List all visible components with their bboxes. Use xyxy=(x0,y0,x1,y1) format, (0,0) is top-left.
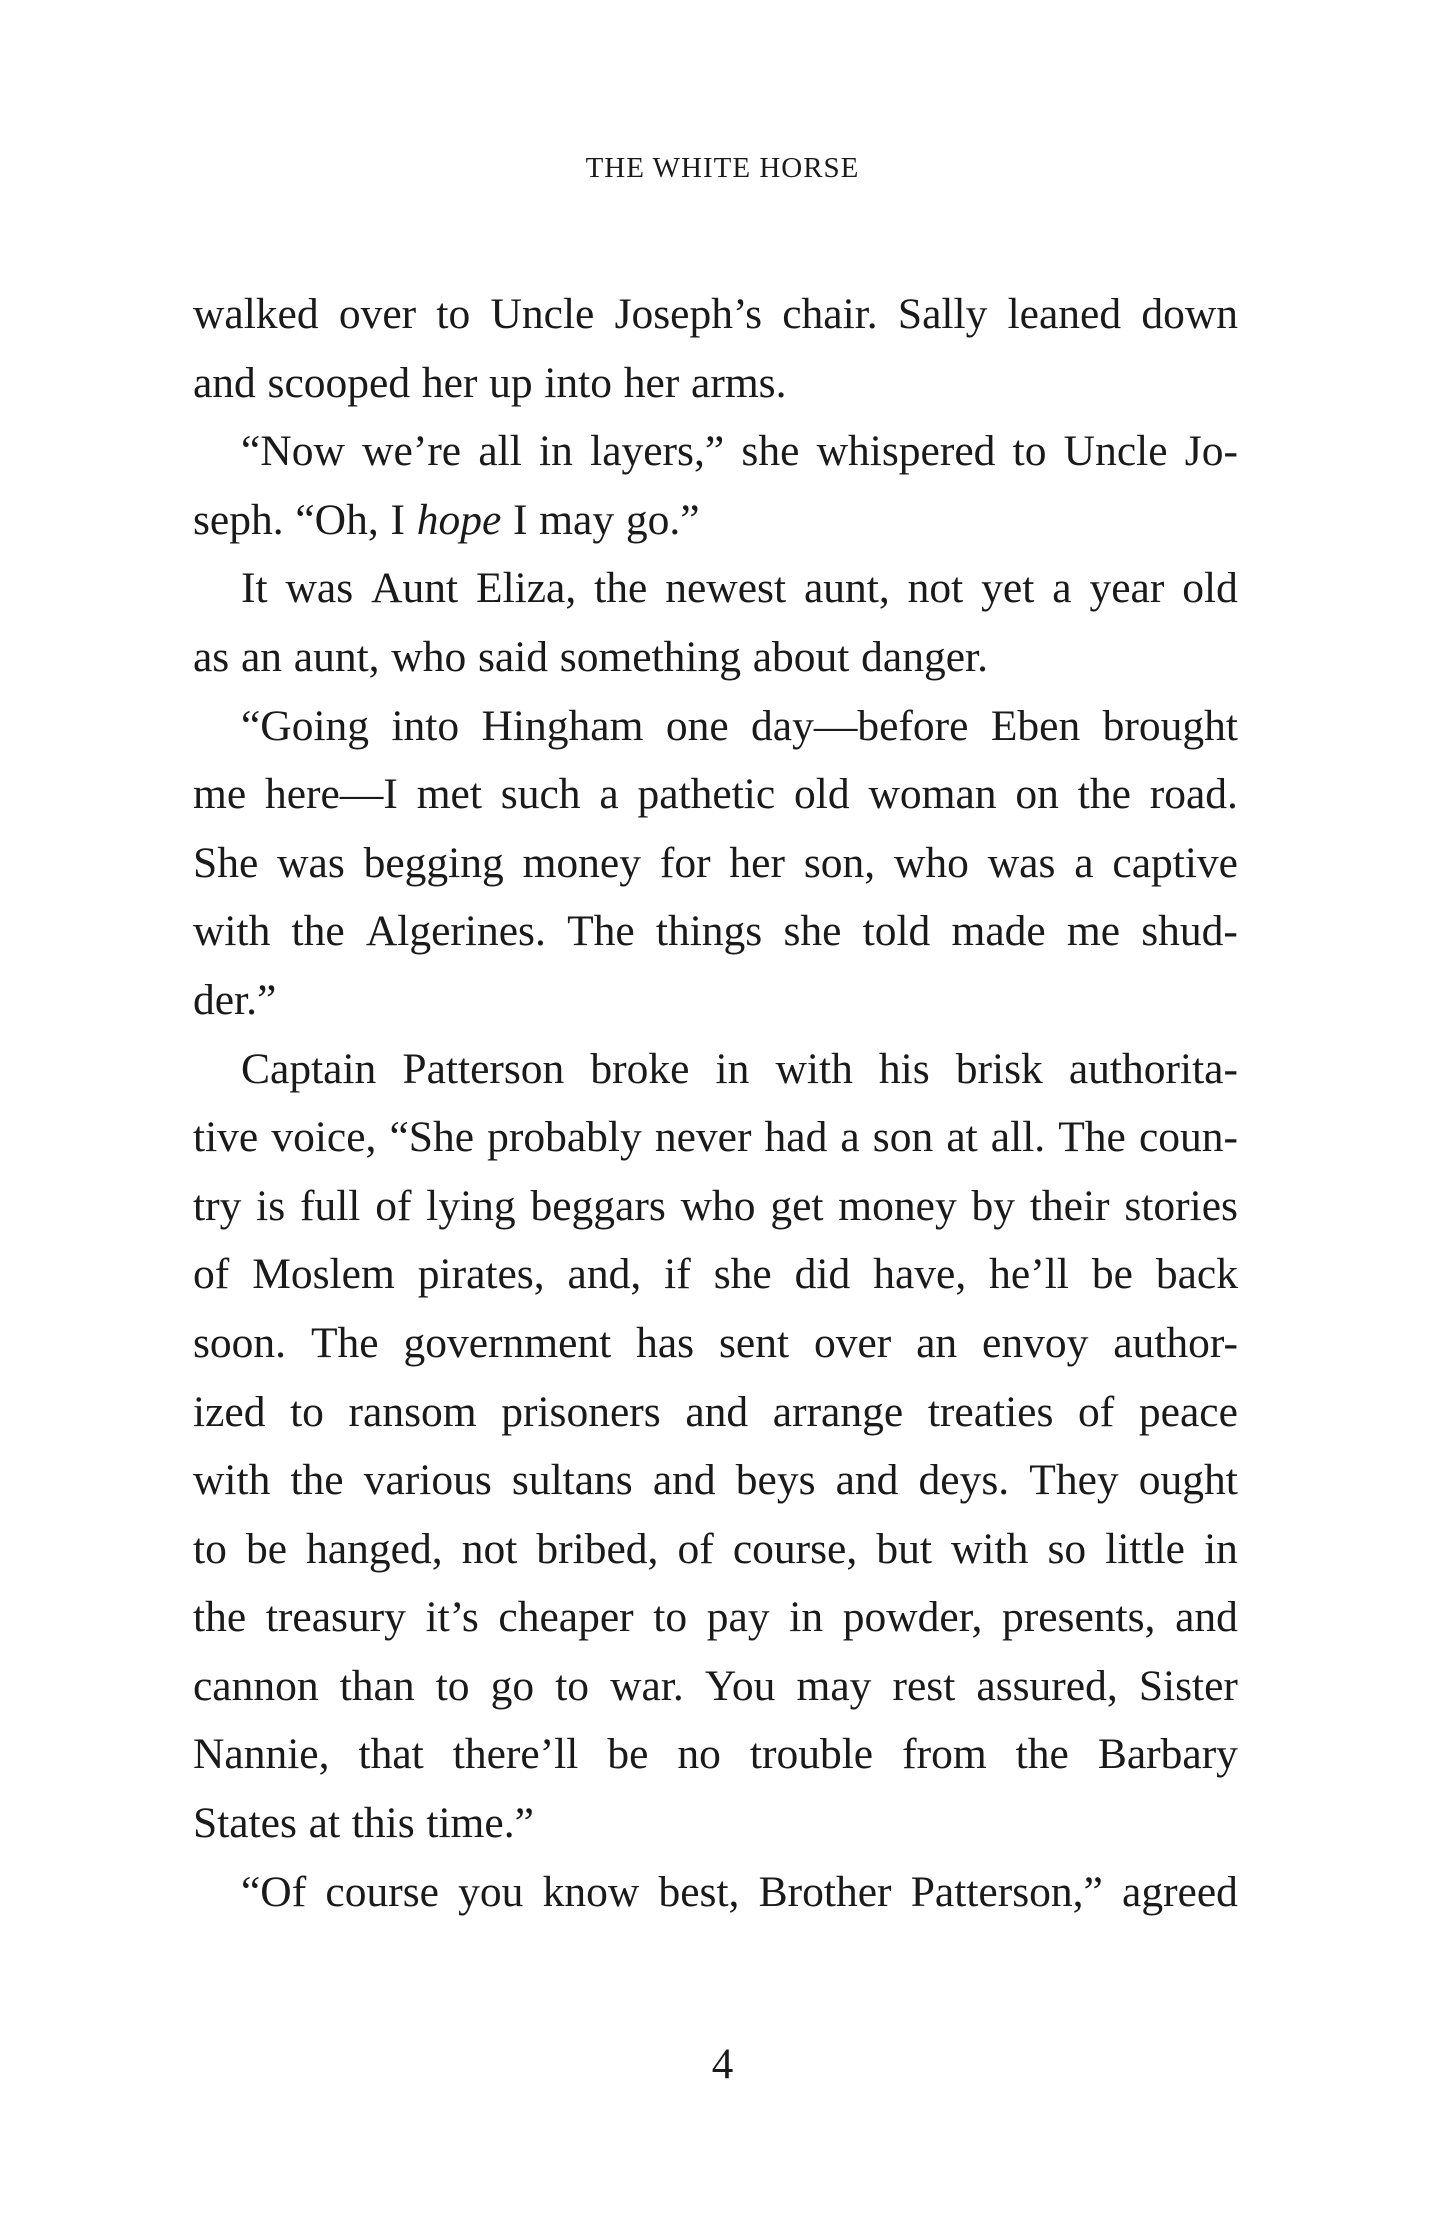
word: son xyxy=(872,1113,934,1162)
word: and xyxy=(685,1387,749,1436)
word: not xyxy=(907,564,964,613)
word: and xyxy=(835,1456,899,1505)
text-line xyxy=(193,1172,1238,1241)
word: son, xyxy=(803,838,876,887)
word: all xyxy=(478,427,522,476)
word: ought xyxy=(1138,1456,1238,1505)
word: “Now xyxy=(241,427,345,476)
text-line xyxy=(193,760,1238,829)
word: down xyxy=(1141,290,1238,338)
word: little xyxy=(1105,1524,1185,1573)
word: to xyxy=(290,1387,324,1436)
word: seph. xyxy=(193,495,284,544)
word: sent xyxy=(718,1318,790,1367)
word: an xyxy=(240,632,283,681)
word: Eben xyxy=(990,701,1081,750)
word: brisk xyxy=(955,1044,1043,1093)
word: there’ll xyxy=(452,1730,579,1779)
word: at xyxy=(946,1113,978,1162)
word: I xyxy=(512,495,528,544)
word: an xyxy=(916,1318,958,1367)
word: day—before xyxy=(751,701,969,750)
running-head: THE WHITE HORSE xyxy=(585,152,860,184)
text-line xyxy=(193,554,1238,623)
word: best, xyxy=(658,1867,740,1916)
text-line xyxy=(193,1103,1238,1172)
text-line xyxy=(193,1858,1238,1927)
word: the xyxy=(1077,770,1131,819)
word: full xyxy=(299,1181,361,1230)
word: in xyxy=(539,427,573,476)
word: it’s xyxy=(425,1593,479,1642)
word: Sally xyxy=(897,290,988,338)
word: year xyxy=(1089,564,1165,613)
word: said xyxy=(477,632,549,681)
word: a xyxy=(1074,838,1094,887)
word: scooped xyxy=(267,358,411,407)
word: States xyxy=(193,1799,297,1848)
word: money xyxy=(522,838,641,887)
word: treaties xyxy=(927,1387,1054,1436)
word: Joseph’s xyxy=(614,290,763,338)
word: deys. xyxy=(918,1456,1010,1505)
word: she xyxy=(713,1250,772,1299)
word: try xyxy=(193,1181,242,1230)
word: Captain xyxy=(241,1044,377,1093)
word: shud- xyxy=(1141,907,1238,956)
word: Jo- xyxy=(1184,427,1238,476)
word: broke xyxy=(590,1044,690,1093)
word: her xyxy=(729,838,785,887)
word: and xyxy=(193,358,256,407)
word: begging xyxy=(363,838,504,887)
word: Eliza, xyxy=(476,564,577,613)
text-line xyxy=(193,897,1238,966)
word: treasury xyxy=(265,1593,406,1642)
word: lying xyxy=(426,1181,516,1230)
word: The xyxy=(310,1318,379,1367)
word: has xyxy=(636,1318,695,1367)
word: danger. xyxy=(861,632,988,681)
word: to xyxy=(435,1661,470,1710)
word: pathetic xyxy=(637,770,776,819)
word: no xyxy=(677,1730,721,1779)
word: with xyxy=(951,1524,1029,1573)
word: her xyxy=(421,358,478,407)
word: arms. xyxy=(691,358,787,407)
word: know xyxy=(542,1867,640,1916)
word: from xyxy=(902,1730,987,1779)
word: was xyxy=(987,838,1056,887)
word: “She xyxy=(389,1113,475,1162)
word: not xyxy=(461,1524,518,1573)
word: at xyxy=(308,1799,341,1848)
word: had xyxy=(764,1113,828,1162)
word: made xyxy=(951,907,1046,956)
word: and, xyxy=(567,1250,642,1299)
word: money xyxy=(838,1181,957,1230)
word: old xyxy=(1182,564,1238,613)
word: told xyxy=(862,907,931,956)
word: time.” xyxy=(426,1799,534,1848)
word: in xyxy=(1204,1524,1238,1573)
word: of xyxy=(375,1181,412,1230)
text-line xyxy=(193,623,1238,692)
word: go.” xyxy=(625,495,700,544)
word: hope xyxy=(416,495,502,544)
word: She xyxy=(193,838,259,887)
word: and xyxy=(1175,1593,1238,1642)
word: pirates, xyxy=(417,1250,545,1299)
word: assured, xyxy=(976,1661,1118,1710)
word: course xyxy=(325,1867,439,1916)
word: of xyxy=(1078,1387,1115,1436)
word: a xyxy=(599,770,619,819)
word: but xyxy=(876,1524,932,1573)
word: about xyxy=(752,632,850,681)
word: the xyxy=(291,907,345,956)
word: It xyxy=(241,564,268,613)
word: have, xyxy=(873,1250,967,1299)
word: may xyxy=(796,1661,872,1710)
body-text xyxy=(193,280,1238,1926)
word: so xyxy=(1047,1524,1087,1573)
word: we’re xyxy=(362,427,462,476)
word: soon. xyxy=(193,1318,287,1367)
word: and xyxy=(652,1456,716,1505)
word: of xyxy=(193,1250,230,1299)
word: Hingham xyxy=(481,701,644,750)
word: tive xyxy=(193,1113,259,1162)
word: is xyxy=(256,1181,286,1230)
word: author- xyxy=(1113,1318,1238,1367)
word: to xyxy=(436,290,471,338)
word: authorita- xyxy=(1068,1044,1238,1093)
word: Patterson xyxy=(402,1044,565,1093)
word: Algerines. xyxy=(365,907,546,956)
word: trouble xyxy=(749,1730,874,1779)
word: may xyxy=(539,495,615,544)
word: the xyxy=(193,1593,247,1642)
word: aunt, xyxy=(803,564,890,613)
text-line xyxy=(193,1720,1238,1789)
word: powder, xyxy=(842,1593,983,1642)
word: the xyxy=(1015,1730,1069,1779)
word: be xyxy=(1091,1250,1133,1299)
word: der.” xyxy=(193,975,277,1024)
word: she xyxy=(783,907,842,956)
page-number: 4 xyxy=(711,2041,734,2088)
word: one xyxy=(665,701,729,750)
word: a xyxy=(1052,564,1072,613)
word: over xyxy=(813,1318,892,1367)
word: the xyxy=(290,1456,344,1505)
word: Brother xyxy=(758,1867,892,1916)
word: government xyxy=(403,1318,612,1367)
word: ransom xyxy=(348,1387,477,1436)
word: Barbary xyxy=(1097,1730,1238,1779)
word: ized xyxy=(193,1387,266,1436)
word: various xyxy=(363,1456,492,1505)
word: met xyxy=(416,770,482,819)
word: never xyxy=(654,1113,752,1162)
text-line xyxy=(193,349,1238,418)
word: Aunt xyxy=(371,564,459,613)
word: presents, xyxy=(1002,1593,1156,1642)
word: she xyxy=(741,427,800,476)
text-line xyxy=(193,1035,1238,1104)
word: that xyxy=(358,1730,424,1779)
word: back xyxy=(1155,1250,1238,1299)
word: cheaper xyxy=(498,1593,634,1642)
word: envoy xyxy=(982,1318,1089,1367)
word: Sister xyxy=(1138,1661,1238,1710)
word: layers,” xyxy=(590,427,725,476)
word: “Of xyxy=(241,1867,307,1916)
word: was xyxy=(285,564,354,613)
word: walked xyxy=(193,290,319,338)
word: things xyxy=(655,907,763,956)
word: in xyxy=(789,1593,824,1642)
word: this xyxy=(351,1799,415,1848)
word: pay xyxy=(706,1593,770,1642)
word: The xyxy=(1058,1113,1126,1162)
word: agreed xyxy=(1122,1867,1238,1916)
text-line xyxy=(193,966,1238,1035)
word: you xyxy=(458,1867,524,1916)
word: here—I xyxy=(265,770,398,819)
text-line xyxy=(193,486,1238,555)
word: who xyxy=(391,632,467,681)
word: than xyxy=(339,1661,415,1710)
word: all. xyxy=(990,1113,1046,1162)
word: into xyxy=(544,358,613,407)
word: chair. xyxy=(782,290,878,338)
word: Moslem xyxy=(252,1250,395,1299)
word: Nannie, xyxy=(193,1730,330,1779)
word: the xyxy=(594,564,648,613)
word: beggars xyxy=(530,1181,666,1230)
word: with xyxy=(775,1044,853,1093)
word: a xyxy=(840,1113,860,1162)
word: beys xyxy=(735,1456,816,1505)
word: whispered xyxy=(816,427,996,476)
word: sultans xyxy=(511,1456,633,1505)
word: over xyxy=(338,290,417,338)
word: I xyxy=(390,495,405,544)
word: cannon xyxy=(193,1661,319,1710)
word: who xyxy=(680,1181,756,1230)
text-line xyxy=(193,829,1238,898)
word: peace xyxy=(1138,1387,1238,1436)
word: as xyxy=(193,632,230,681)
text-line xyxy=(193,280,1238,349)
word: me xyxy=(1066,907,1121,956)
word: be xyxy=(245,1524,287,1573)
word: brought xyxy=(1102,701,1238,750)
word: me xyxy=(193,770,247,819)
text-line xyxy=(193,1583,1238,1652)
text-line xyxy=(193,1240,1238,1309)
text-line xyxy=(193,1378,1238,1447)
word: of xyxy=(677,1524,714,1573)
word: They xyxy=(1029,1456,1119,1505)
word: war. xyxy=(610,1661,684,1710)
word: to xyxy=(555,1661,590,1710)
word: “Going xyxy=(241,701,370,750)
word: by xyxy=(971,1181,1016,1230)
word: something xyxy=(559,632,742,681)
word: prisoners xyxy=(501,1387,661,1436)
word: The xyxy=(567,907,635,956)
word: their xyxy=(1029,1181,1110,1230)
word: probably xyxy=(487,1113,642,1162)
text-line xyxy=(193,1309,1238,1378)
word: You xyxy=(704,1661,776,1710)
word: be xyxy=(607,1730,649,1779)
word: her xyxy=(623,358,680,407)
word: get xyxy=(770,1181,824,1230)
text-line xyxy=(193,1446,1238,1515)
word: leaned xyxy=(1007,290,1122,338)
word: old xyxy=(794,770,850,819)
word: rest xyxy=(892,1661,956,1710)
word: he’ll xyxy=(989,1250,1069,1299)
word: his xyxy=(878,1044,930,1093)
word: such xyxy=(500,770,581,819)
word: course, xyxy=(732,1524,858,1573)
word: Patterson,” xyxy=(910,1867,1103,1916)
word: in xyxy=(715,1044,750,1093)
word: newest xyxy=(665,564,787,613)
word: bribed, xyxy=(536,1524,659,1573)
word: on xyxy=(1015,770,1059,819)
word: into xyxy=(391,701,460,750)
word: who xyxy=(893,838,969,887)
text-line xyxy=(193,417,1238,486)
word: stories xyxy=(1124,1181,1238,1230)
word: did xyxy=(794,1250,851,1299)
word: if xyxy=(664,1250,691,1299)
word: to xyxy=(193,1524,227,1573)
word: voice, xyxy=(271,1113,377,1162)
word: with xyxy=(193,907,271,956)
word: Uncle xyxy=(490,290,595,338)
text-line xyxy=(193,1789,1238,1858)
word: “Oh, xyxy=(295,495,379,544)
word: road. xyxy=(1149,770,1238,819)
word: woman xyxy=(868,770,997,819)
word: to xyxy=(653,1593,688,1642)
text-line xyxy=(193,1652,1238,1721)
word: was xyxy=(277,838,345,887)
word: for xyxy=(659,838,711,887)
word: up xyxy=(489,358,533,407)
word: hanged, xyxy=(306,1524,443,1573)
word: aunt, xyxy=(293,632,380,681)
text-line xyxy=(193,1515,1238,1584)
word: coun- xyxy=(1138,1113,1238,1162)
word: go xyxy=(490,1661,535,1710)
word: yet xyxy=(981,564,1035,613)
word: with xyxy=(193,1456,271,1505)
word: Uncle xyxy=(1063,427,1168,476)
word: captive xyxy=(1112,838,1238,887)
word: to xyxy=(1012,427,1047,476)
word: arrange xyxy=(772,1387,904,1436)
text-line xyxy=(193,692,1238,761)
